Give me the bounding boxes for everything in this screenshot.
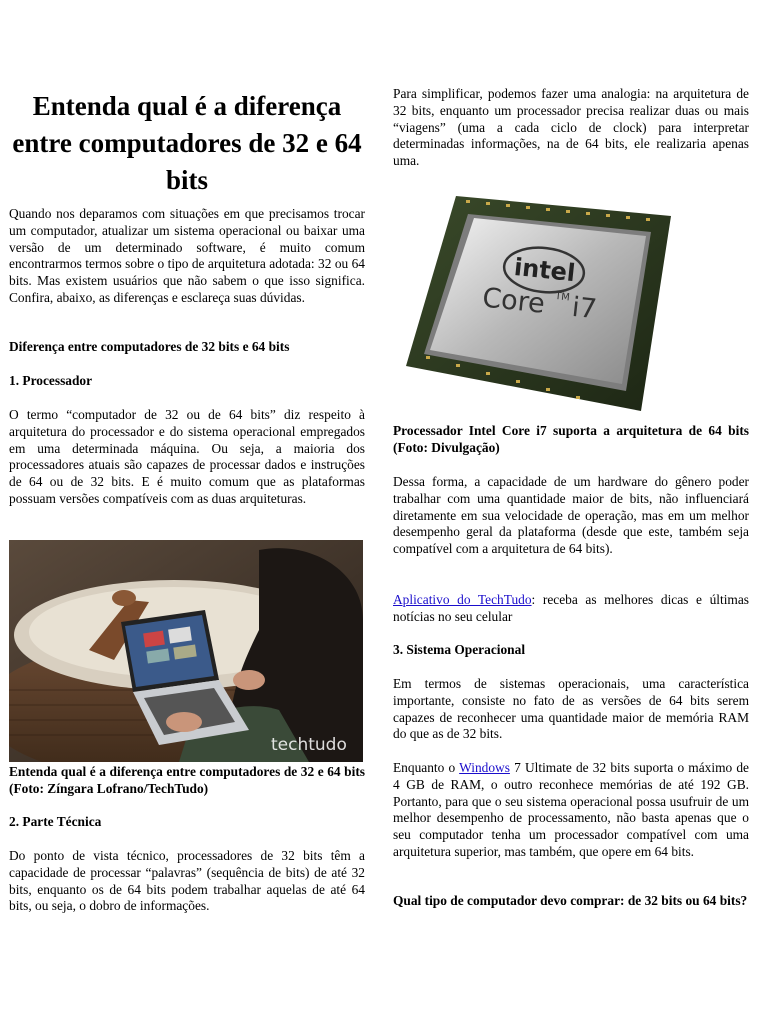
heading-parte-tecnica: 2. Parte Técnica — [9, 814, 102, 829]
analogy-paragraph: Para simplificar, podemos fazer uma analogia: na arquitetura de 32 bits, enquanto um processador precisa realizar duas ou mais “viagens” (uma a cada ciclo de clock) para interpretar determinadas informações, na de 64 bits, ele realizaria apenas uma. — [393, 86, 749, 169]
app-paragraph — [393, 592, 749, 626]
hardware-paragraph: Dessa forma, a capacidade de um hardware do gênero poder trabalhar com uma quantidade maior de bits, não influenciará diretamente em sua velocidade de operação, mas em um melhor desempenho geral da plataforma (desde que este, também seja compatível com a arquitetura de 64 bits). — [393, 474, 749, 557]
cpu-photo — [396, 186, 676, 416]
windows-pre-text: Enquanto o — [393, 760, 460, 775]
page-title: Entenda qual é a diferença entre computadores de 32 e 64 bits — [12, 91, 362, 195]
cpu-tm-text: TM — [554, 290, 571, 304]
app-text: : receba as melhores dicas e últimas notícias no seu celular — [393, 592, 749, 624]
cpu-model-text: Core — [480, 282, 547, 320]
techtudo-app-link[interactable]: Aplicativo do TechTudo — [393, 592, 532, 607]
question-heading: Qual tipo de computador devo comprar: de 32 bits ou 64 bits? — [393, 893, 748, 908]
sistema-operacional-paragraph: Em termos de sistemas operacionais, uma característica importante, consiste no fato de as versões de 64 bits serem capazes de reconhecer uma quantidade maior de memória RAM do que as de 32 bits. — [393, 676, 749, 742]
processador-paragraph: O termo “computador de 32 ou de 64 bits” diz respeito à arquitetura do processador e do sistema operacional empregados em uma determinada máquina. Ou seja, a maioria dos processadores atuais são capazes de processar dados e instruções de 64 ou de 32 bits. E é muito comum que as plataformas possuam versões compatíveis com as duas arquiteturas. — [9, 407, 365, 506]
parte-tecnica-paragraph: Do ponto de vista técnico, processadores de 32 bits têm a capacidade de processar “palavras” (sequência de bits) de até 32 bits, enquanto os de 64 bits podem trabalhar aquelas de até 64 bits, ou seja, o dobro de informações. — [9, 848, 365, 914]
heading-processador: 1. Processador — [9, 373, 93, 388]
heading-sistema-operacional: 3. Sistema Operacional — [393, 642, 526, 657]
cpu-suffix-text: i7 — [570, 291, 599, 326]
photo2-caption: Processador Intel Core i7 suporta a arquitetura de 64 bits (Foto: Divulgação) — [393, 423, 749, 455]
section-heading: Diferença entre computadores de 32 bits e 64 bits — [9, 339, 290, 354]
laptop-photo-illustration — [9, 540, 363, 762]
windows-link[interactable]: Windows — [459, 760, 510, 775]
cpu-brand-text: intel — [512, 252, 577, 288]
windows-post-text: 7 Ultimate de 32 bits suporta o máximo de 4 GB de RAM, o outro reconhece memórias de até 192 GB. Portanto, para que o seu sistema operacional possa usufruir de um melhor desempenho de processamento, não basta apenas que o seu computador tenha um processador compatível com uma arquitetura superior, mas também, que opere em 64 bits. — [393, 760, 750, 859]
windows-paragraph — [393, 760, 749, 861]
intro-paragraph: Quando nos deparamos com situações em que precisamos trocar um computador, atualizar um sistema operacional ou baixar uma versão de um determinado software, é muito comum encontrarmos termos sobre o tipo de arquitetura adotada: 32 ou 64 bits. Mas existem usuários que não sabem o que isso significa. Confira, abaixo, as diferenças e esclareça suas dúvidas. — [9, 206, 365, 305]
laptop-photo — [9, 540, 363, 762]
cpu-illustration — [396, 186, 676, 416]
photo-watermark: techtudo — [271, 735, 347, 755]
photo1-caption: Entenda qual é a diferença entre computadores de 32 e 64 bits (Foto: Zíngara Lofrano/TechTudo) — [9, 764, 365, 796]
